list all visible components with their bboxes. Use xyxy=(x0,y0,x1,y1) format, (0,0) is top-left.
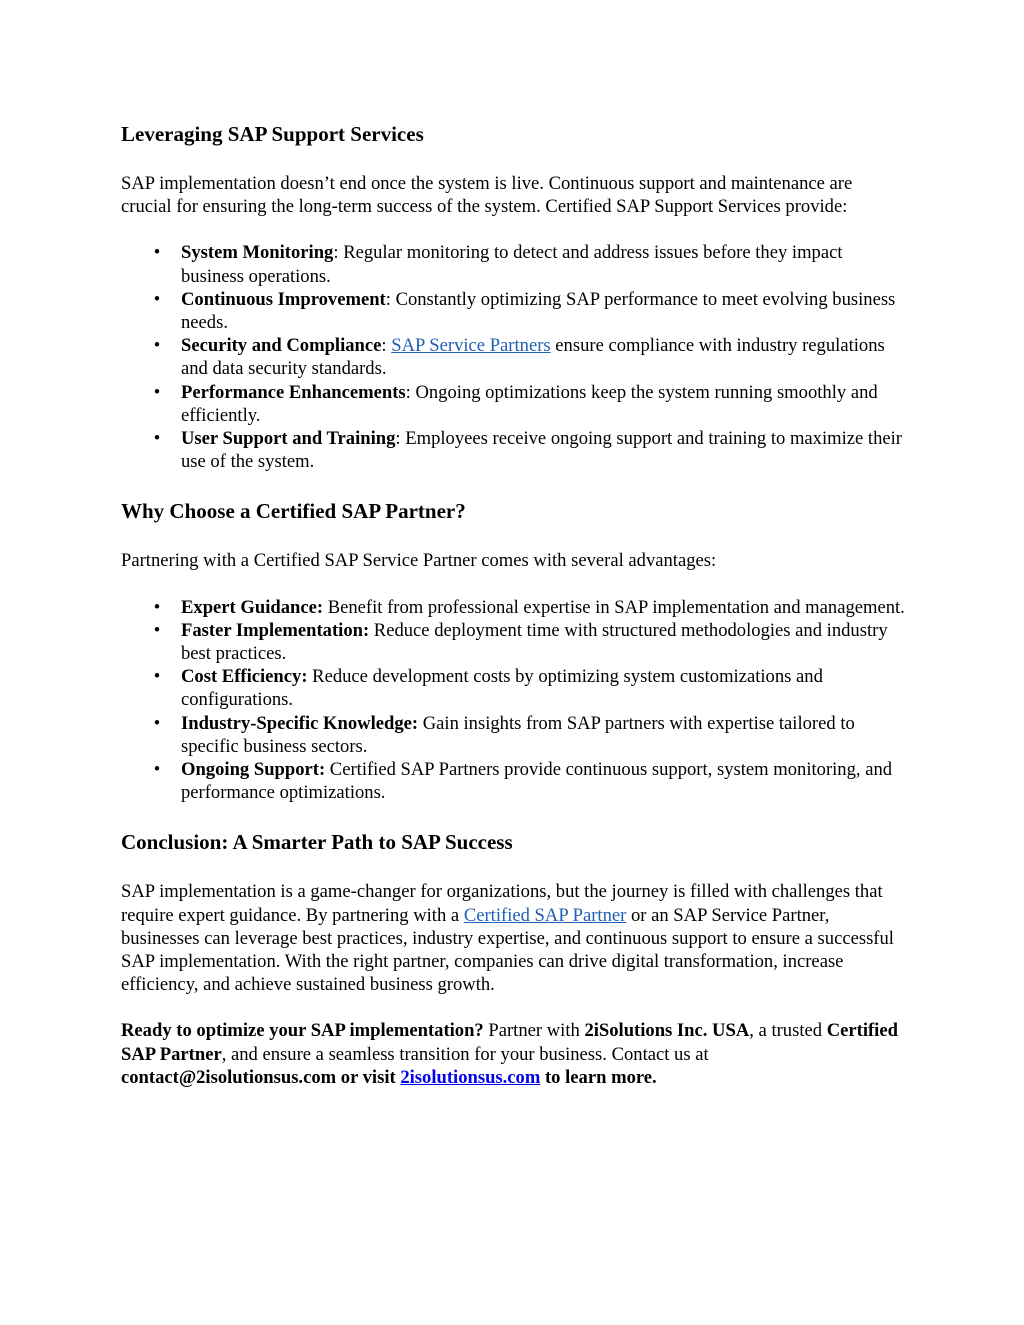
support-intro-paragraph: SAP implementation doesn’t end once the system is live. Continuous support and maintenance are crucial for ensuring the long-term success of the system. Certified SAP Support Services provide: xyxy=(121,173,853,218)
item-text: Gain insights from SAP partners with expertise tailored to specific business sectors. xyxy=(181,712,855,757)
bullet-icon: • xyxy=(153,242,161,264)
item-text: Benefit from professional expertise in SAP implementation and management. xyxy=(323,596,905,618)
item-term: Faster Implementation: xyxy=(181,619,370,641)
list-item xyxy=(121,596,907,619)
list-item xyxy=(121,712,907,758)
item-text: Reduce development costs by optimizing system customizations and configurations. xyxy=(181,666,823,711)
bullet-icon: • xyxy=(153,381,161,403)
list-item: • Performance Enhancements: Ongoing optimizations keep the system running smoothly and efficiently. xyxy=(121,381,907,427)
bullet-icon: • xyxy=(153,288,161,310)
advantages-intro-paragraph: Partnering with a Certified SAP Service Partner comes with several advantages: xyxy=(121,550,717,572)
item-text: Certified SAP Partners provide continuous support, system monitoring, and performance optimizations. xyxy=(181,759,893,804)
contact-email: contact@2isolutionsus.com or visit xyxy=(121,1066,401,1088)
item-text: Regular monitoring to detect and address issues before they impact business operations. xyxy=(181,242,843,287)
item-text: ensure compliance with industry regulations and data security standards. xyxy=(181,335,885,380)
partner-label: Certified SAP Partner xyxy=(121,1020,898,1065)
call-to-action-paragraph: Ready to optimize your SAP implementation? Partner with 2iSolutions Inc. USA, a trusted Certified SAP Partner, and ensure a seamless transition for your business. Contact us at contact@2isolutionsus.com or visit 2isolutionsus.com to learn more. xyxy=(121,1020,898,1088)
item-term: Cost Efficiency: xyxy=(181,666,308,688)
item-term: Expert Guidance: xyxy=(181,596,324,618)
certified-sap-partner-link[interactable]: Certified SAP Partner xyxy=(463,904,627,926)
list-item xyxy=(121,665,907,711)
item-text: Constantly optimizing SAP performance to meet evolving business needs. xyxy=(181,288,896,334)
item-text: Reduce deployment time with structured methodologies and industry best practices. xyxy=(181,619,888,665)
bullet-icon: • xyxy=(153,619,161,641)
item-term: Performance Enhancements xyxy=(181,381,406,403)
section-heading-why-choose: Why Choose a Certified SAP Partner? xyxy=(121,499,466,524)
item-text: Ongoing optimizations keep the system running smoothly and efficiently. xyxy=(181,381,878,426)
company-name: 2iSolutions Inc. USA xyxy=(584,1020,750,1042)
item-term: Industry-Specific Knowledge: xyxy=(181,712,419,734)
list-item: • Security and Compliance: SAP Service Partners ensure compliance with industry regulations and data security standards. xyxy=(121,334,907,380)
list-item: • System Monitoring: Regular monitoring to detect and address issues before they impact business operations. xyxy=(121,241,907,287)
bullet-icon: • xyxy=(153,666,161,688)
section-heading-support: Leveraging SAP Support Services xyxy=(121,122,424,146)
bullet-icon: • xyxy=(153,428,161,450)
item-term: Security and Compliance xyxy=(181,335,382,357)
support-services-list xyxy=(121,241,907,473)
advantages-list xyxy=(121,596,907,805)
item-term: Ongoing Support: xyxy=(181,759,326,781)
cta-lead: Ready to optimize your SAP implementation? xyxy=(121,1020,484,1042)
item-text: Employees receive ongoing support and training to maximize their use of the system. xyxy=(181,428,902,473)
bullet-icon: • xyxy=(153,759,161,781)
list-item xyxy=(121,758,907,804)
section-heading-conclusion: Conclusion: A Smarter Path to SAP Success xyxy=(121,830,513,855)
website-link[interactable]: 2isolutionsus.com xyxy=(400,1066,541,1088)
bullet-icon: • xyxy=(153,712,161,734)
conclusion-paragraph: SAP implementation is a game-changer for organizations, but the journey is filled with challenges that require expert guidance. By partnering with a Certified SAP Partner or an SAP Service Partner, businesses can leverage best practices, industry expertise, and continuous support to ensure a successful SAP implementation. With the right partner, companies can drive digital transformation, increase efficiency, and achieve sustained business growth. xyxy=(121,881,894,996)
list-item: • User Support and Training: Employees receive ongoing support and training to maximize their use of the system. xyxy=(121,427,907,473)
item-term: User Support and Training xyxy=(181,428,396,450)
bullet-icon: • xyxy=(153,335,161,357)
sap-service-partners-link[interactable]: SAP Service Partners xyxy=(391,335,551,357)
bullet-icon: • xyxy=(153,596,161,618)
document-page xyxy=(121,120,907,1089)
list-item: • Continuous Improvement: Constantly optimizing SAP performance to meet evolving business needs. xyxy=(121,288,907,334)
item-term: Continuous Improvement xyxy=(181,288,386,310)
list-item xyxy=(121,619,907,665)
item-term: System Monitoring xyxy=(181,242,334,264)
